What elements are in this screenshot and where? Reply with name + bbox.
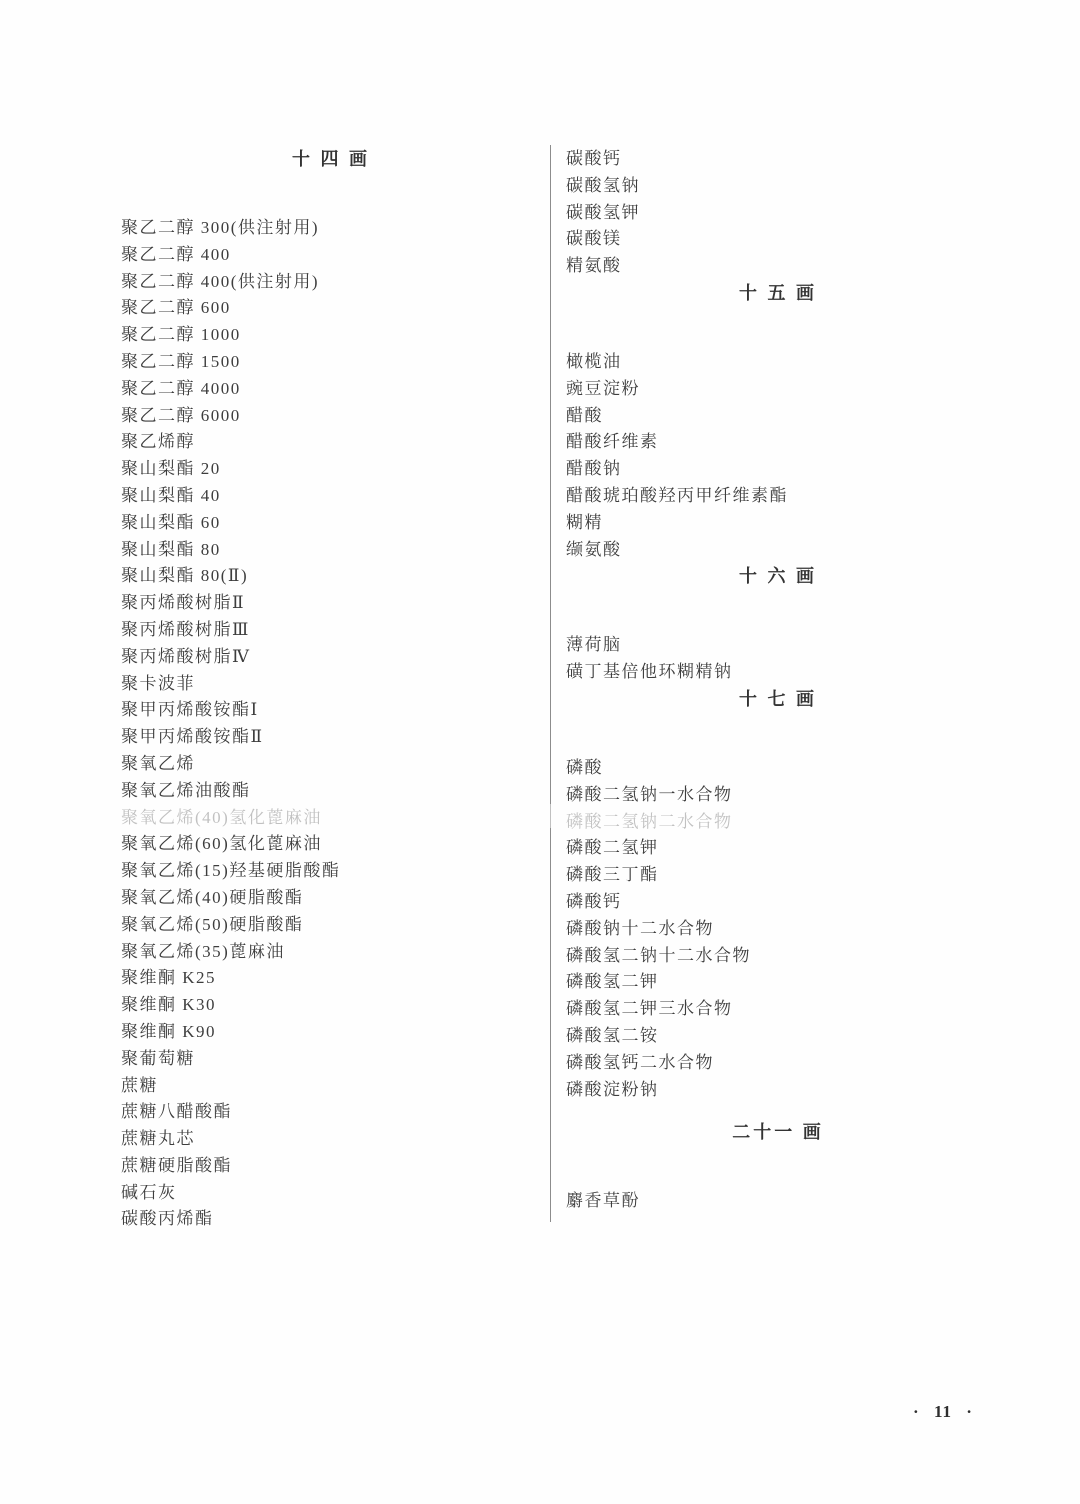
index-entry: 磷酸淀粉钠 [566, 1079, 659, 1099]
index-entry: 聚山梨酯 20 [121, 459, 221, 479]
index-entry: 聚维酮 K90 [121, 1021, 217, 1041]
index-entry: 碱石灰 [121, 1182, 177, 1202]
index-entry: 磷酸 [566, 757, 603, 777]
index-entry: 聚卡波菲 [121, 673, 195, 693]
index-column-right [566, 146, 990, 1215]
index-entry: 聚氧乙烯(40)氢化蓖麻油 [121, 807, 322, 827]
index-entry: 聚乙二醇 600 [121, 298, 231, 318]
stroke-count-header: 十 六 画 [739, 566, 817, 587]
index-entry: 糊精 [566, 512, 603, 532]
index-entry: 聚氧乙烯(15)羟基硬脂酸酯 [121, 861, 341, 881]
index-entry: 聚丙烯酸树脂Ⅲ [121, 619, 250, 639]
index-section [566, 563, 990, 686]
index-section [566, 1119, 990, 1215]
index-entry: 聚氧乙烯(35)蓖麻油 [121, 941, 285, 961]
index-entry: 醋酸琥珀酸羟丙甲纤维素酯 [566, 485, 788, 505]
index-entry: 磷酸氢二铵 [566, 1025, 659, 1045]
index-entry: 聚山梨酯 80(Ⅱ) [121, 566, 249, 586]
index-entry: 磷酸钙 [566, 891, 622, 911]
index-entry: 醋酸 [566, 405, 603, 425]
index-entry: 碳酸镁 [566, 229, 622, 249]
index-entry: 聚丙烯酸树脂Ⅳ [121, 646, 251, 666]
index-entry: 聚乙二醇 6000 [121, 405, 241, 425]
index-entry: 碳酸氢钠 [566, 175, 640, 195]
index-entry: 醋酸钠 [566, 459, 622, 479]
index-entry: 聚葡萄糖 [121, 1048, 195, 1068]
index-entry: 聚氧乙烯(40)硬脂酸酯 [121, 887, 304, 907]
stroke-count-header: 十 七 画 [739, 688, 817, 709]
stroke-count-header: 二十一 画 [732, 1122, 824, 1143]
index-entry: 缬氨酸 [566, 539, 622, 559]
index-entry: 磷酸氢二钠十二水合物 [566, 945, 751, 965]
index-entry: 磺丁基倍他环糊精钠 [566, 662, 733, 682]
index-entry: 蔗糖八醋酸酯 [121, 1102, 232, 1122]
index-entry: 碳酸氢钾 [566, 202, 640, 222]
index-entry: 醋酸纤维素 [566, 432, 659, 452]
page-number: · 11 · [913, 1402, 973, 1421]
index-column-left [121, 146, 541, 1233]
index-entry: 精氨酸 [566, 256, 622, 276]
index-entry: 聚氧乙烯(50)硬脂酸酯 [121, 914, 304, 934]
index-entry: 聚氧乙烯 [121, 753, 195, 773]
index-entry: 聚乙二醇 400 [121, 244, 231, 264]
index-entry: 聚乙二醇 300(供注射用) [121, 218, 320, 237]
index-entry: 聚乙二醇 1500 [121, 351, 241, 371]
index-entry: 聚丙烯酸树脂Ⅱ [121, 593, 246, 613]
index-entry: 碳酸丙烯酯 [121, 1209, 214, 1229]
index-entry: 聚乙二醇 4000 [121, 378, 241, 398]
index-entry: 磷酸二氢钠二水合物 [566, 811, 733, 831]
index-entry: 碳酸钙 [566, 149, 622, 168]
column-divider [550, 145, 551, 1222]
index-section [566, 280, 990, 563]
index-entry: 橄榄油 [566, 351, 622, 371]
index-entry: 磷酸氢二钾三水合物 [566, 999, 733, 1019]
index-entry: 聚山梨酯 40 [121, 485, 221, 505]
index-entry: 聚山梨酯 60 [121, 512, 221, 532]
index-entry: 磷酸二氢钠一水合物 [566, 784, 733, 804]
stroke-count-header: 十 四 画 [292, 149, 370, 169]
index-entry: 聚维酮 K30 [121, 995, 217, 1015]
index-entry: 磷酸氢二钾 [566, 972, 659, 992]
index-entry: 聚氧乙烯油酸酯 [121, 780, 251, 800]
index-entry: 磷酸氢钙二水合物 [566, 1052, 714, 1072]
index-entry: 薄荷脑 [566, 635, 622, 655]
index-entry: 聚氧乙烯(60)氢化蓖麻油 [121, 834, 322, 854]
index-entry: 豌豆淀粉 [566, 378, 640, 398]
index-entry: 聚维酮 K25 [121, 968, 217, 988]
index-entry: 蔗糖 [121, 1075, 158, 1095]
index-entry: 磷酸钠十二水合物 [566, 918, 714, 938]
index-entry: 聚山梨酯 80 [121, 539, 221, 559]
index-entry: 聚乙二醇 1000 [121, 325, 241, 345]
index-entry: 麝香草酚 [566, 1191, 640, 1211]
stroke-count-header: 十 五 画 [739, 282, 817, 303]
index-entry: 聚乙烯醇 [121, 432, 195, 452]
index-section [566, 146, 990, 280]
index-entry: 聚甲丙烯酸铵酯Ⅱ [121, 727, 264, 747]
index-entry: 磷酸二氢钾 [566, 838, 659, 858]
index-entry: 磷酸三丁酯 [566, 865, 659, 885]
index-entry: 聚乙二醇 400(供注射用) [121, 271, 320, 291]
index-entry: 蔗糖丸芯 [121, 1129, 195, 1149]
index-entry: 聚甲丙烯酸铵酯Ⅰ [121, 700, 259, 720]
index-section [566, 686, 990, 1103]
index-entry: 蔗糖硬脂酸酯 [121, 1155, 232, 1175]
index-section [121, 146, 541, 1233]
